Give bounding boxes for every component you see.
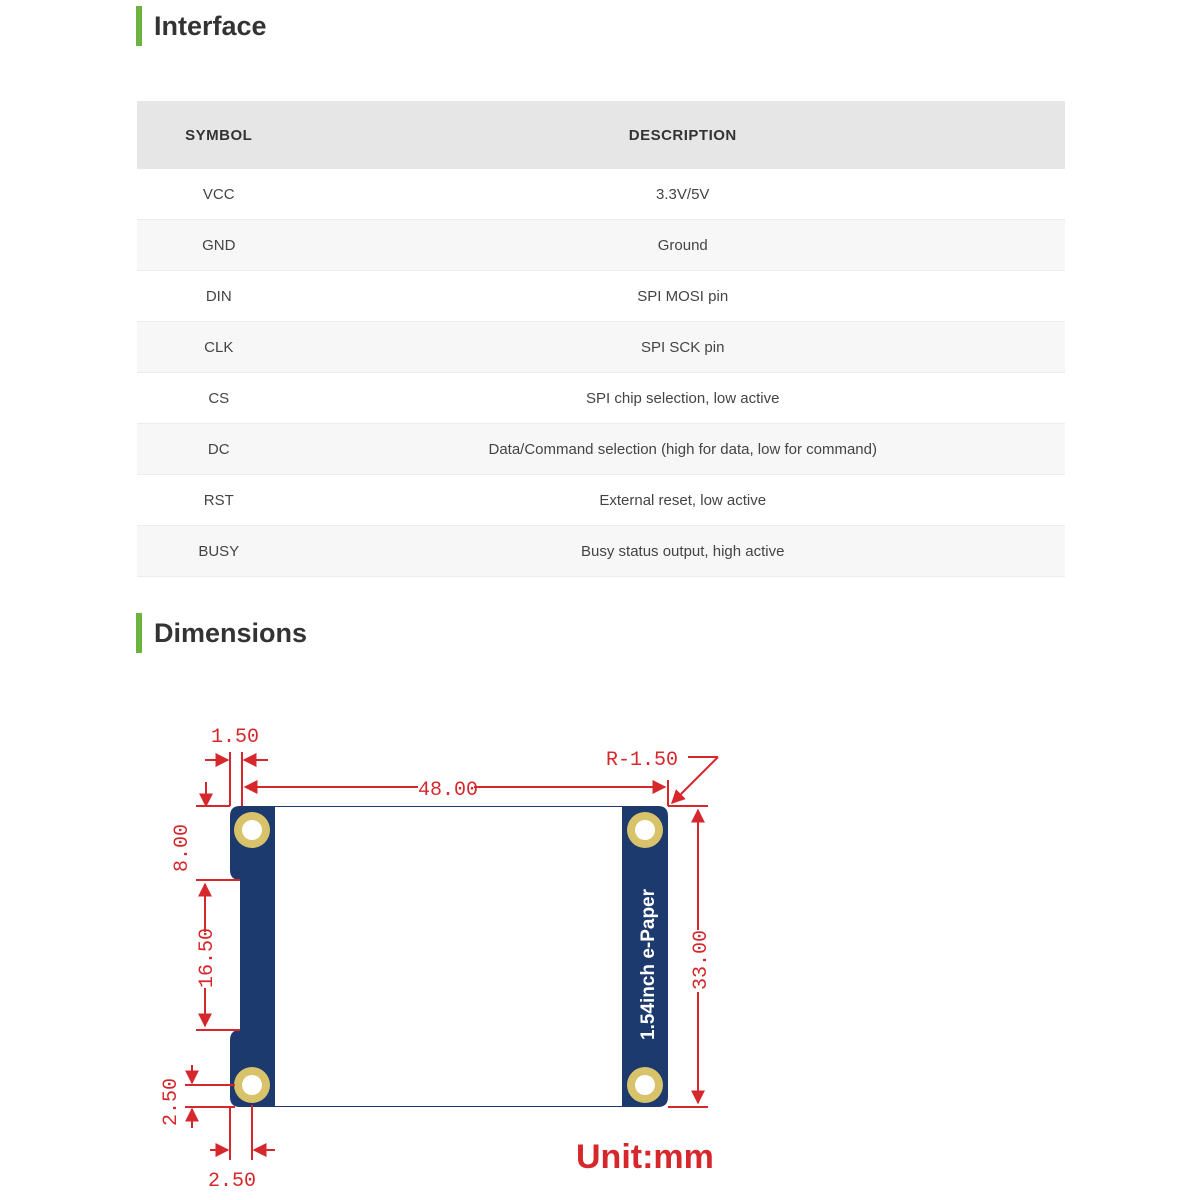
table-row bbox=[137, 322, 1065, 373]
mounting-hole bbox=[234, 812, 270, 848]
description-cell: SPI chip selection, low active bbox=[300, 373, 1065, 424]
mounting-hole bbox=[627, 812, 663, 848]
epaper-board bbox=[230, 806, 668, 1107]
symbol-cell: VCC bbox=[137, 169, 300, 220]
hole-offset-side-label: 2.50 bbox=[208, 1170, 257, 1193]
table-row bbox=[137, 526, 1065, 577]
table-row bbox=[137, 475, 1065, 526]
hole-offset-bottom-label: 2.50 bbox=[160, 1077, 183, 1126]
description-cell: Data/Command selection (high for data, low for command) bbox=[300, 424, 1065, 475]
symbol-cell: GND bbox=[137, 220, 300, 271]
symbol-cell: BUSY bbox=[137, 526, 300, 577]
symbol-cell: DC bbox=[137, 424, 300, 475]
mounting-hole bbox=[234, 1067, 270, 1103]
interface-title: Interface bbox=[154, 10, 267, 41]
width-label: 48.00 bbox=[418, 779, 479, 802]
symbol-cell: CS bbox=[137, 373, 300, 424]
corner-radius-label: R-1.50 bbox=[606, 749, 679, 772]
description-cell: Busy status output, high active bbox=[300, 526, 1065, 577]
description-cell: SPI SCK pin bbox=[300, 322, 1065, 373]
symbol-cell: DIN bbox=[137, 271, 300, 322]
top-to-notch-label: 8.00 bbox=[171, 823, 194, 872]
description-cell: Ground bbox=[300, 220, 1065, 271]
table-row bbox=[137, 220, 1065, 271]
board-label: 1.54inch e-Paper bbox=[638, 888, 659, 1040]
symbol-cell: CLK bbox=[137, 322, 300, 373]
hole-offset-top-label: 1.50 bbox=[211, 726, 260, 749]
symbol-cell: RST bbox=[137, 475, 300, 526]
table-row bbox=[137, 169, 1065, 220]
description-cell: SPI MOSI pin bbox=[300, 271, 1065, 322]
mounting-hole bbox=[627, 1067, 663, 1103]
table-row bbox=[137, 373, 1065, 424]
title-accent-bar bbox=[136, 613, 142, 653]
dimension-diagram bbox=[0, 680, 1200, 1200]
description-cell: External reset, low active bbox=[300, 475, 1065, 526]
interface-table bbox=[137, 101, 1065, 577]
description-cell: 3.3V/5V bbox=[300, 169, 1065, 220]
title-accent-bar bbox=[136, 6, 142, 46]
height-label: 33.00 bbox=[690, 929, 713, 990]
dimensions-section-title bbox=[136, 613, 307, 653]
dimensions-title: Dimensions bbox=[154, 617, 308, 648]
symbol-header: SYMBOL bbox=[137, 101, 300, 169]
description-header: DESCRIPTION bbox=[300, 101, 1065, 169]
interface-section-title bbox=[136, 6, 267, 46]
table-header-row bbox=[137, 101, 1065, 169]
display-panel bbox=[275, 807, 622, 1106]
table-row bbox=[137, 271, 1065, 322]
unit-label: Unit:mm bbox=[576, 1138, 714, 1176]
notch-height-label: 16.50 bbox=[196, 927, 219, 988]
table-row bbox=[137, 424, 1065, 475]
